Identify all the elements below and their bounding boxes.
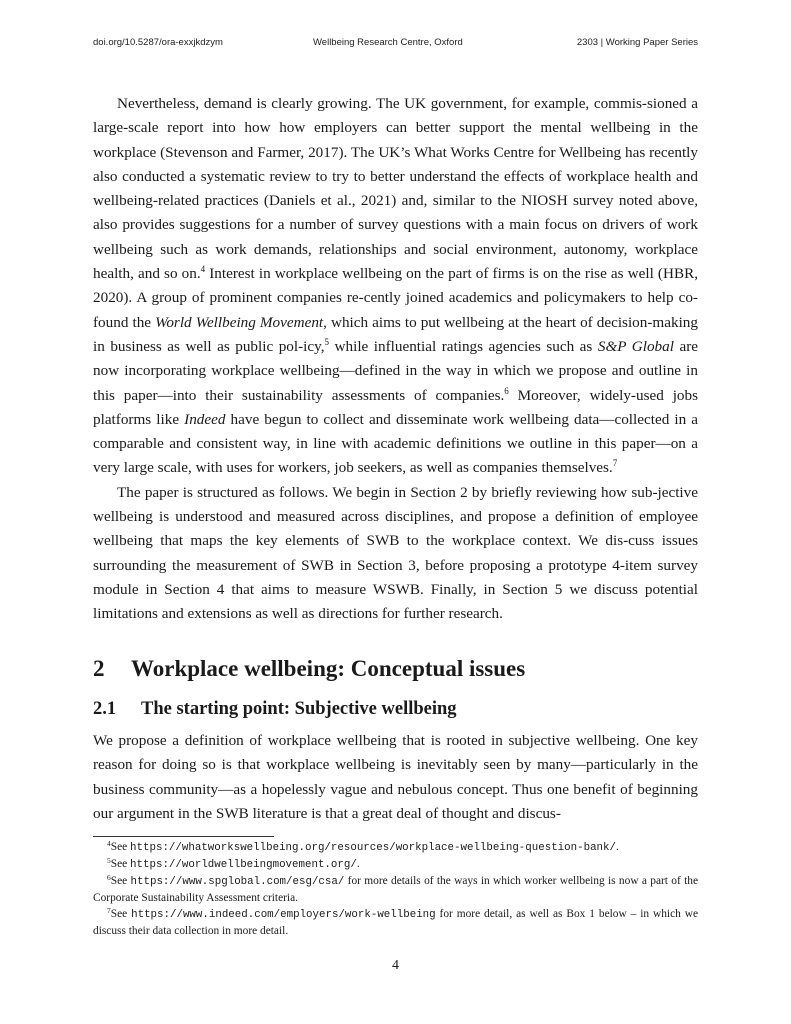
sp-global-name: S&P Global bbox=[597, 337, 674, 355]
footnote-link[interactable]: https://www.spglobal.com/esg/csa/ bbox=[130, 876, 345, 888]
text-run: are now incorporating workplace wellbeing—defined in the way in which we propose and outline in this paper—into their sustainability assessments of companies. bbox=[93, 337, 698, 404]
section-title: Workplace wellbeing: Conceptual issues bbox=[131, 655, 526, 681]
header-doi: doi.org/10.5287/ora-exxjkdzym bbox=[93, 37, 223, 48]
footnote-rule bbox=[93, 836, 274, 837]
section-heading bbox=[93, 657, 698, 681]
paragraph-structure: The paper is structured as follows. We begin in Section 2 by briefly reviewing how sub-jective wellbeing is understood and measured across disciplines, and propose a definition of employee wellbeing that maps the key elements of SWB to the workplace context. We dis-cuss issues surrounding the measurement of SWB in Section 3, before proposing a prototype 4-item survey module in Section 4 that aims to measure WSWB. Finally, in Section 5 we discuss potential limitations and extensions as well as directions for further research. bbox=[93, 483, 698, 623]
footnote-text: See bbox=[110, 841, 131, 853]
footnote-mark: 5 bbox=[107, 856, 111, 865]
subsection-number: 2.1 bbox=[93, 698, 117, 719]
main-text bbox=[93, 92, 698, 826]
footnote-text: . bbox=[616, 841, 619, 853]
text-run: have begun to collect and disseminate work wellbeing data—collected in a comparable and consistent way, in line with academic definitions we outline in this paper—on a very large scale, with uses for workers, job seekers, as well as companies themselves. bbox=[93, 410, 698, 477]
subsection-title: The starting point: Subjective wellbeing bbox=[141, 698, 457, 719]
indeed-name: Indeed bbox=[184, 410, 226, 428]
footnote-mark: 6 bbox=[107, 873, 111, 882]
paragraph-motivation bbox=[93, 92, 698, 481]
footnote-link[interactable]: https://www.indeed.com/employers/work-wellbeing bbox=[131, 909, 436, 921]
footnote-mark: 4 bbox=[107, 839, 111, 848]
text-run: Moreover, widely-used jobs platforms like bbox=[93, 386, 699, 428]
footnote-text: . bbox=[356, 858, 360, 870]
page-number: 4 bbox=[392, 958, 399, 973]
footnote-text: for more detail, as well as Box 1 below – in which we discuss their data collection in more detail. bbox=[93, 908, 699, 937]
footnote-text: See bbox=[110, 875, 131, 887]
footnote-text: for more details of the ways in which worker wellbeing is now a part of the Corporate Sustainability Assessment criteria. bbox=[93, 875, 698, 904]
footnote bbox=[93, 906, 698, 939]
text-run: Interest in workplace wellbeing on the part of firms is on the rise as well (HBR, 2020). A group of prominent companies re-cently joined academics and policymakers to help co-found the bbox=[93, 265, 698, 331]
world-wellbeing-movement-name: World Wellbeing Movement bbox=[155, 313, 324, 331]
footnote bbox=[93, 873, 698, 906]
text-run: Nevertheless, demand is clearly growing. The UK government, for example, commis-sioned a large-scale report into how how employers can better support the mental wellbeing in the workplace (Stevenson and Farmer, 2017). The UK’s What Works Centre for Wellbeing has recently also conducted a systematic review to try to better understand the effects of workplace health and wellbeing-related practices (Daniels et al., 2021) and, similar to the NIOSH survey noted above, also provides suggestions for a number of survey questions with a main focus on drivers of work wellbeing such as work demands, relationships and social environment, autonomy, workplace health, and so on. bbox=[93, 95, 698, 283]
text-run: while influential ratings agencies such as bbox=[329, 337, 598, 355]
footnote-ref-6[interactable]: 6 bbox=[504, 385, 509, 396]
section-number: 2 bbox=[93, 655, 105, 681]
footnotes bbox=[93, 839, 698, 939]
footnote-ref-4[interactable]: 4 bbox=[200, 264, 206, 275]
footnote-text: See bbox=[110, 908, 132, 920]
text-run: , which aims to put wellbeing at the heart of decision-making in business as well as public pol-icy, bbox=[93, 313, 698, 355]
header-series: 2303 | Working Paper Series bbox=[576, 37, 698, 48]
header-institution: Wellbeing Research Centre, Oxford bbox=[313, 37, 463, 48]
footnote-text: See bbox=[110, 858, 131, 870]
footnote-ref-5[interactable]: 5 bbox=[324, 336, 330, 347]
footnote-ref-7[interactable]: 7 bbox=[612, 458, 618, 469]
subsection-heading bbox=[93, 697, 698, 721]
footnote bbox=[93, 839, 698, 856]
paragraph-definition: We propose a definition of workplace wellbeing that is rooted in subjective wellbeing. One key reason for doing so is that workplace wellbeing is inevitably seen by many—particularly in the business community—as a hopelessly vague and nebulous concept. Thus one benefit of beginning our argument in the SWB literature is that a great deal of thought and discus- bbox=[93, 732, 698, 823]
footnote-link[interactable]: https://whatworkswellbeing.org/resources/workplace-wellbeing-question-bank/ bbox=[130, 842, 616, 854]
footnote-link[interactable]: https://worldwellbeingmovement.org/ bbox=[130, 859, 357, 871]
footnote bbox=[93, 856, 698, 873]
footnote-mark: 7 bbox=[107, 906, 111, 915]
